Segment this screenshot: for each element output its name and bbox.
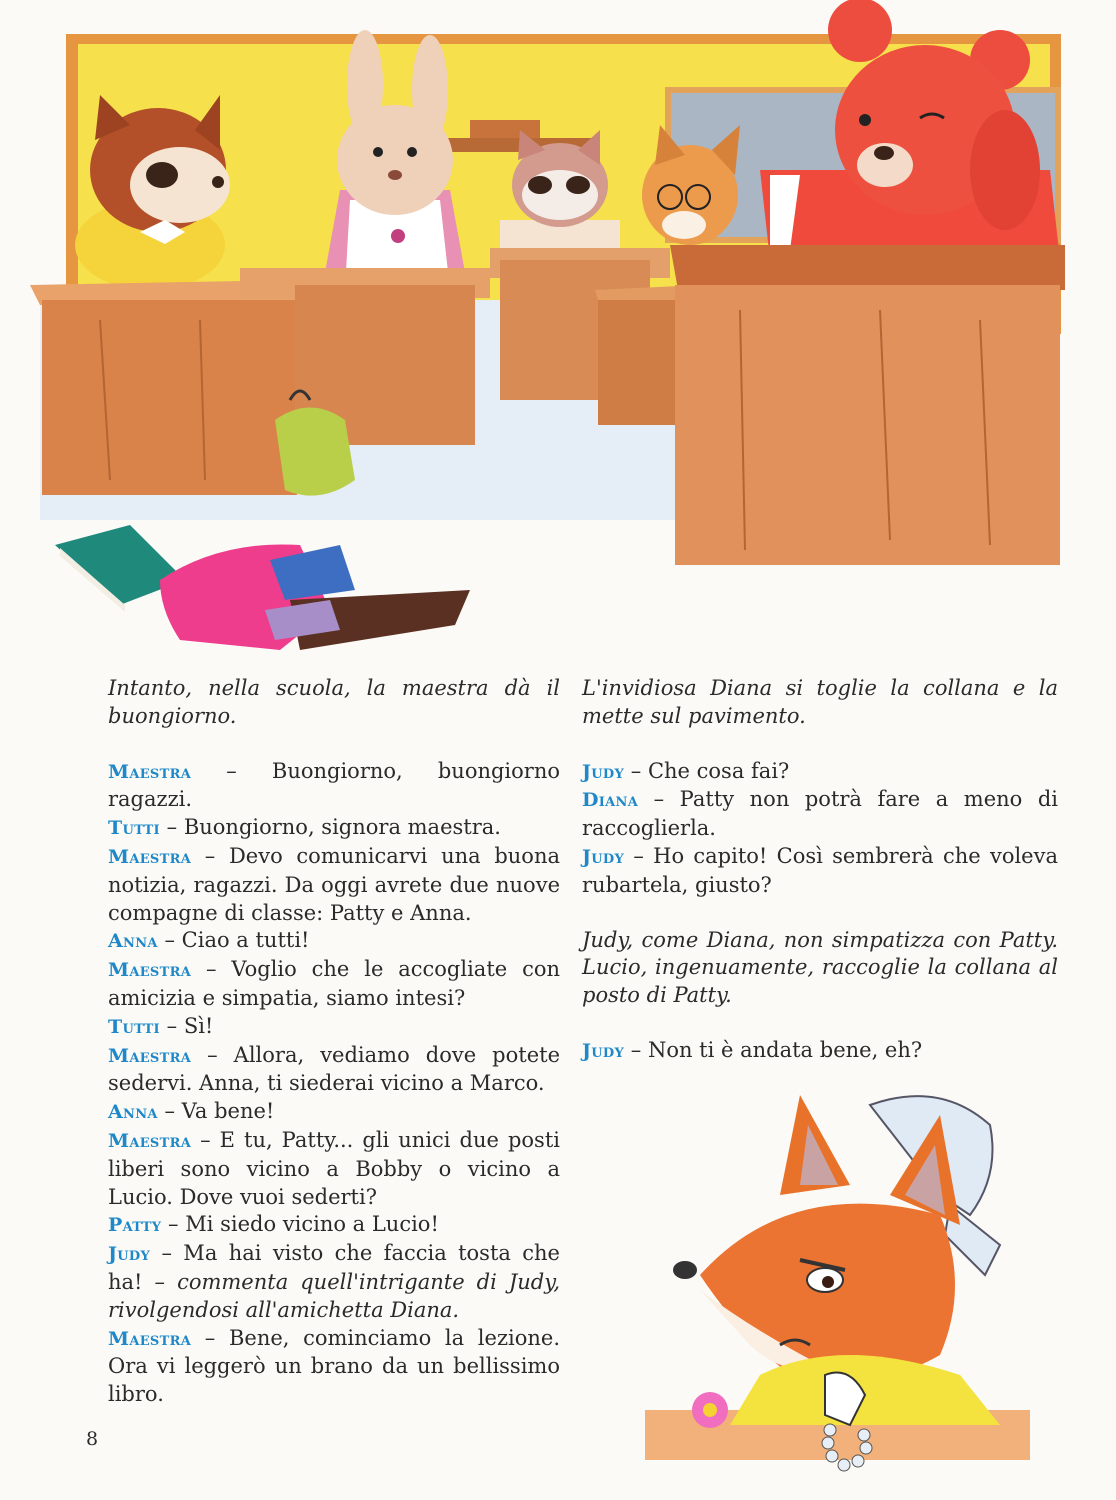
dialogue-text: – Ma hai visto che faccia tosta che ha! [108,1241,560,1294]
dialogue-text: – Voglio che le accogliate con amicizia e simpatia, siamo intesi? [108,957,560,1010]
speaker-label: Maestra [108,760,192,783]
dialogue-line [108,1042,560,1099]
narration-judy: Judy, come Diana, non simpatizza con Patty. Lucio, ingenuamente, raccoglie la collana al posto di Patty. [582,927,1058,1008]
speaker-label: Tutti [108,817,160,840]
dialogue-line [108,1211,560,1240]
desk-left [42,300,297,495]
page-number: 8 [86,1428,99,1450]
speaker-label: Tutti [108,1015,160,1038]
dialogue-line [582,758,1058,787]
dialogue-text: – Sì! [166,1013,214,1038]
speaker-label: Maestra [108,959,192,982]
narration-intro: Intanto, nella scuola, la maestra dà il buongiorno. [108,676,560,728]
dialogue-line [108,956,560,1013]
left-column [108,675,560,1409]
dialogue-line [108,814,560,843]
dialogue-text: – Bene, cominciamo la lezione. Ora vi leggerò un brano da un bellissimo libro. [108,1325,561,1407]
dialogue-text: – Ciao a tutti! [164,928,310,953]
dialogue-line [108,1127,560,1211]
dialogue-text: – Buongiorno, buongiorno ragazzi. [108,758,560,812]
speaker-label: Maestra [108,1129,192,1152]
speaker-label: Anna [108,1101,158,1124]
dialogue-line [108,758,560,815]
dialogue-text: – Allora, vediamo dove potete sedervi. Anna, ti siederai vicino a Marco. [108,1042,560,1096]
dialogue-line [108,1240,560,1324]
speaker-label: Diana [582,789,639,812]
speaker-label: Patty [108,1214,162,1237]
dialogue-line [582,1037,1058,1066]
dialogue-text: – Buongiorno, signora maestra. [166,815,501,840]
speaker-label: Maestra [108,845,192,868]
speaker-label: Judy [582,760,625,783]
speaker-label: Judy [108,1243,151,1266]
dialogue-text: – Non ti è andata bene, eh? [630,1037,923,1062]
dialogue-text: – Patty non potrà fare a meno di raccoglierla. [582,787,1058,841]
speaker-label: Maestra [108,1327,192,1350]
dialogue-text: – E tu, Patty... gli unici due posti liberi sono vicino a Bobby o vicino a Lucio. Dove vuoi sederti? [108,1127,560,1209]
dialogue-text: – Va bene! [164,1099,275,1124]
raccoon-character [75,95,230,290]
dialogue-line [582,843,1058,900]
classroom-illustration [0,0,1116,670]
narration-diana: L'invidiosa Diana si toglie la collana e la mette sul pavimento. [582,676,1058,728]
fox-girl-illustration [640,1075,1040,1500]
dialogue-text: – Devo comunicarvi una buona notizia, ragazzi. Da oggi avrete due nuove compagne di classe: Patty e Anna. [108,843,560,925]
dialogue-text: – Ho capito! Così sembrerà che voleva rubartela, giusto? [582,843,1058,897]
speaker-label: Judy [582,845,625,868]
right-column [582,675,1058,1066]
fox-girl-character [673,1095,1000,1471]
dialogue-text: – Che cosa fai? [630,758,790,783]
dialogue-line [108,843,560,927]
dialogue-line [108,1098,560,1127]
dialogue-line [582,786,1058,843]
dialogue-line [108,927,560,956]
speaker-label: Anna [108,930,158,953]
speaker-label: Judy [582,1039,625,1062]
dialogue-line [108,1325,560,1409]
dialogue-text: – Mi siedo vicino a Lucio! [168,1212,439,1237]
speaker-label: Maestra [108,1044,192,1067]
dialogue-aside: – commenta quell'intrigante di Judy, rivolgendosi all'amichetta Diana. [108,1269,560,1322]
dialogue-line [108,1013,560,1042]
books-and-bag [55,525,470,650]
desk-right [675,285,1060,565]
